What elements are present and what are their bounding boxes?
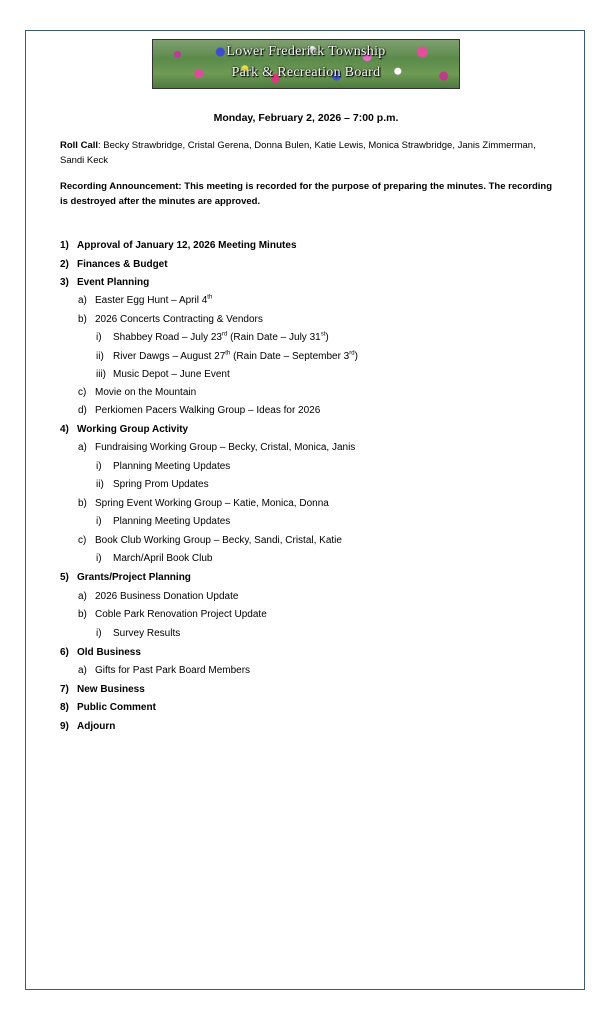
item-number: a) [78, 442, 87, 453]
item-number: 6) [60, 647, 69, 658]
item-number: b) [78, 609, 87, 620]
item-text: Old Business [77, 647, 141, 658]
item-number: 8) [60, 702, 69, 713]
item-text: Planning Meeting Updates [113, 516, 231, 527]
item-number: i) [96, 461, 102, 472]
banner-title-line2: Park & Recreation Board [231, 65, 381, 80]
item-text: Coble Park Renovation Project Update [95, 609, 267, 620]
item-number: c) [78, 535, 87, 546]
item-text: Fundraising Working Group – Becky, Cristal, Monica, Janis [95, 442, 356, 453]
roll-call-label: Roll Call [60, 140, 99, 151]
item-number: i) [96, 516, 102, 527]
item-number: 9) [60, 721, 69, 732]
meeting-date: Monday, February 2, 2026 – 7:00 p.m. [213, 112, 399, 124]
item-text: Easter Egg Hunt – April 4th [95, 294, 213, 306]
item-text: Survey Results [113, 628, 181, 639]
item-text: Public Comment [77, 702, 156, 713]
header-banner-image [152, 39, 460, 89]
item-text: March/April Book Club [113, 553, 213, 564]
item-number: d) [78, 405, 87, 416]
item-number: 3) [60, 277, 69, 288]
item-number: b) [78, 314, 87, 325]
item-text: Music Depot – June Event [113, 369, 230, 380]
item-text: Event Planning [77, 277, 150, 288]
roll-call [60, 138, 540, 168]
item-text: Finances & Budget [77, 259, 168, 270]
item-text: Book Club Working Group – Becky, Sandi, Cristal, Katie [95, 535, 342, 546]
item-number: 5) [60, 572, 69, 583]
item-text: Perkiomen Pacers Walking Group – Ideas for 2026 [95, 405, 321, 416]
item-text: 2026 Business Donation Update [95, 591, 239, 602]
item-text: Shabbey Road – July 23rd (Rain Date – July 31st) [113, 331, 329, 343]
item-text: Movie on the Mountain [95, 387, 197, 398]
item-number: ii) [96, 479, 104, 490]
item-number: i) [96, 628, 102, 639]
item-number: a) [78, 295, 87, 306]
item-number: i) [96, 332, 102, 343]
item-number: c) [78, 387, 87, 398]
item-number: iii) [96, 369, 106, 380]
item-number: 4) [60, 424, 69, 435]
item-text: Adjourn [77, 721, 116, 732]
recording-announcement: Recording Announcement: This meeting is recorded for the purpose of preparing the minutes. The recording is destroyed after the minutes are approved. [60, 181, 552, 207]
item-number: a) [78, 665, 87, 676]
item-text: River Dawgs – August 27th (Rain Date – September 3rd) [113, 350, 358, 362]
page-border [25, 30, 585, 990]
item-number: 7) [60, 684, 69, 695]
roll-call-text: : Becky Strawbridge, Cristal Gerena, Donna Bulen, Katie Lewis, Monica Strawbridge, Janis Zimmerman, Sandi Keck [60, 140, 536, 166]
banner-title-line1: Lower Frederick Township [226, 44, 386, 59]
item-text: Planning Meeting Updates [113, 461, 231, 472]
item-number: b) [78, 498, 87, 509]
item-number: a) [78, 591, 87, 602]
item-text: Working Group Activity [77, 424, 189, 435]
item-text: Grants/Project Planning [77, 572, 191, 583]
item-number: 2) [60, 259, 69, 270]
item-text: Spring Event Working Group – Katie, Monica, Donna [95, 498, 329, 509]
item-text: 2026 Concerts Contracting & Vendors [95, 314, 263, 325]
item-text: New Business [77, 684, 145, 695]
item-number: i) [96, 553, 102, 564]
item-number: ii) [96, 351, 104, 362]
item-number: 1) [60, 240, 69, 251]
item-text: Gifts for Past Park Board Members [95, 665, 251, 676]
item-text: Approval of January 12, 2026 Meeting Minutes [77, 240, 297, 251]
item-text: Spring Prom Updates [113, 479, 209, 490]
